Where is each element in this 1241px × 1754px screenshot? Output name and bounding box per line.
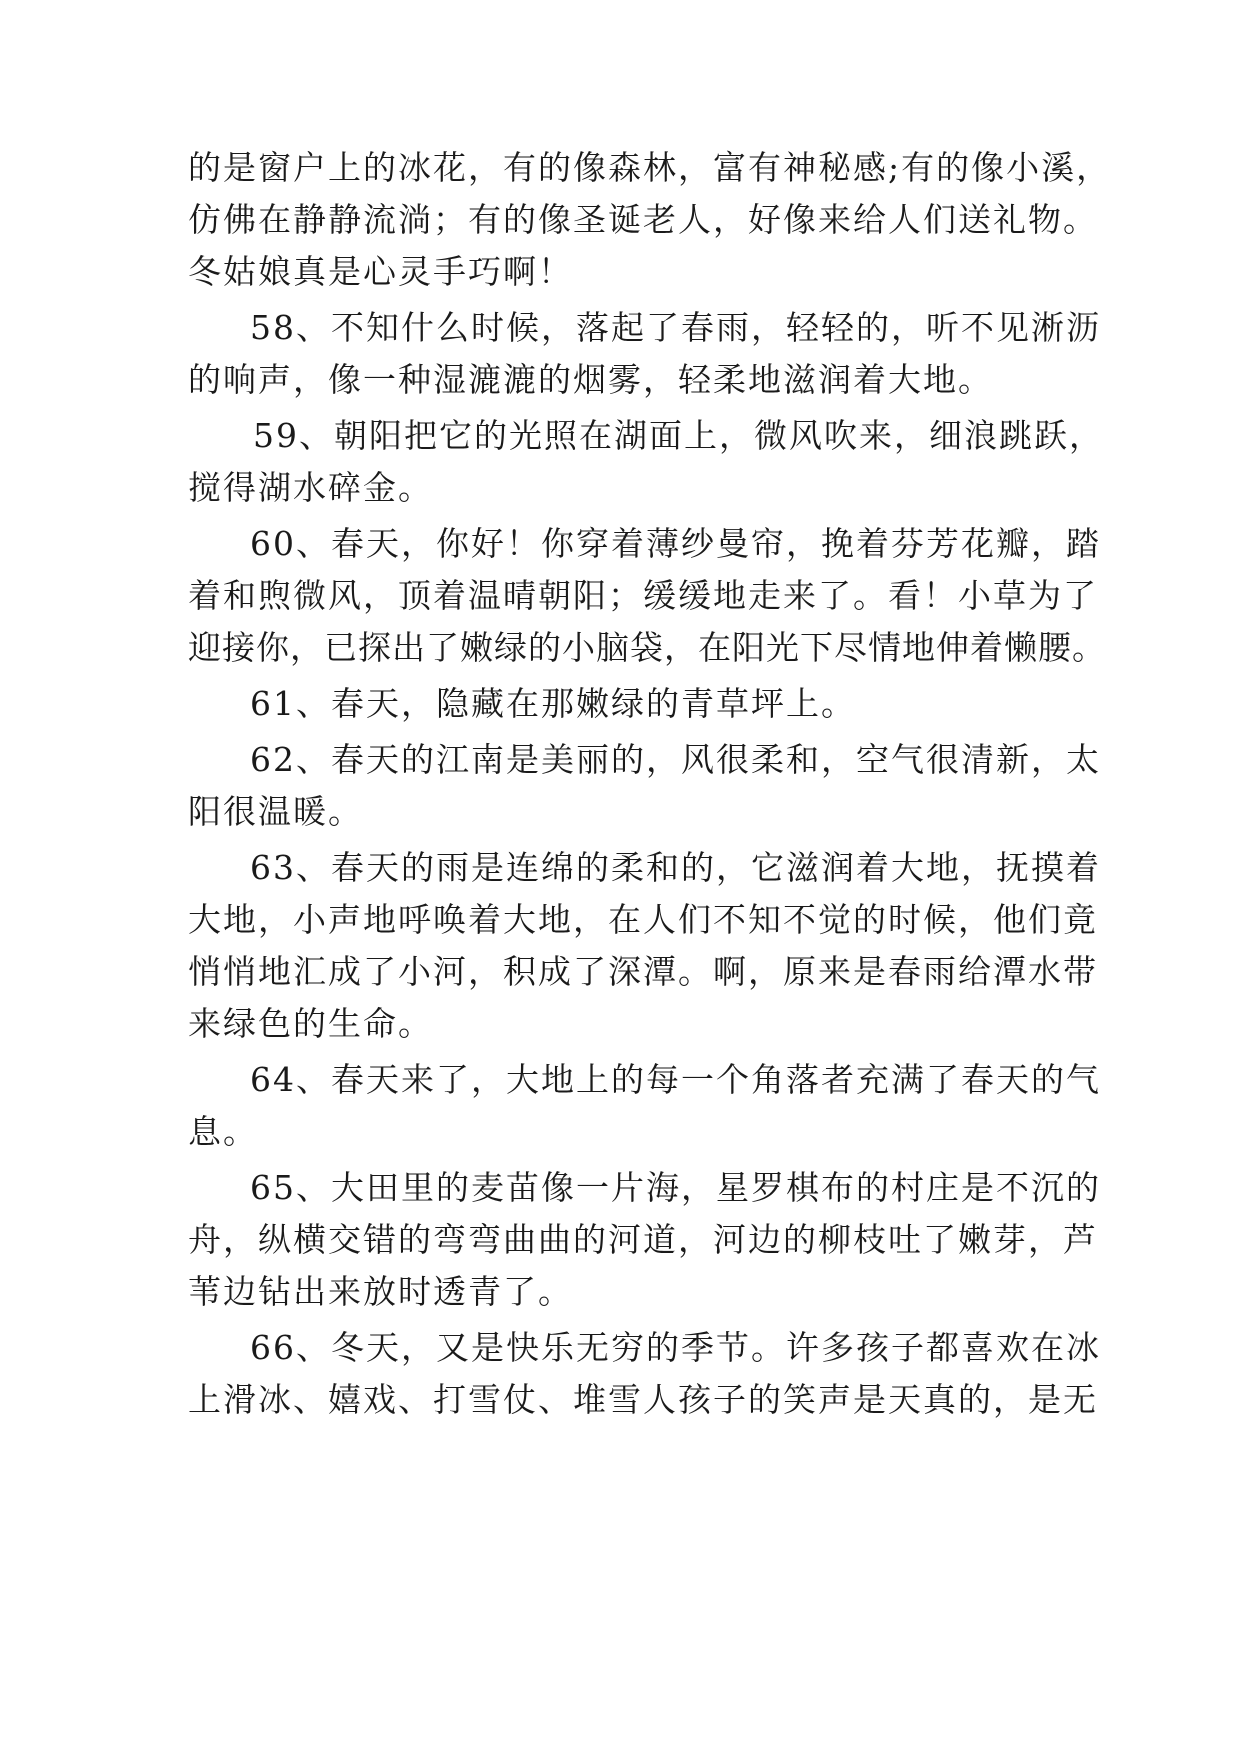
- text-line: 来绿色的生命。: [188, 1004, 433, 1043]
- paragraph-start-63: 63、春天的雨是连绵的柔和的，它滋润着大地，抚摸着: [250, 848, 1101, 887]
- paragraph-start-66: 66、冬天，又是快乐无穷的季节。许多孩子都喜欢在冰: [250, 1328, 1101, 1367]
- paragraph-start-58: 58、不知什么时候，落起了春雨，轻轻的，听不见淅沥: [250, 308, 1101, 347]
- text-line: 舟，纵横交错的弯弯曲曲的河道，河边的柳枝吐了嫩芽，芦: [188, 1220, 1098, 1259]
- paragraph-start-64: 64、春天来了，大地上的每一个角落者充满了春天的气: [250, 1060, 1101, 1099]
- text-line: 迎接你，已探出了嫩绿的小脑袋，在阳光下尽情地伸着懒腰。: [188, 628, 1106, 667]
- paragraph-start-62: 62、春天的江南是美丽的，风很柔和，空气很清新，太: [250, 740, 1101, 779]
- text-line: 着和煦微风，顶着温晴朝阳；缓缓地走来了。看！小草为了: [188, 576, 1098, 615]
- text-line: 的是窗户上的冰花，有的像森林，富有神秘感;有的像小溪，: [188, 148, 1112, 187]
- text-line: 阳很温暖。: [188, 792, 363, 831]
- paragraph-start-61: 61、春天，隐藏在那嫩绿的青草坪上。: [250, 684, 856, 723]
- text-line: 上滑冰、嬉戏、打雪仗、堆雪人孩子的笑声是天真的，是无: [188, 1380, 1098, 1419]
- text-line: 苇边钻出来放时透青了。: [188, 1272, 573, 1311]
- paragraph-start-65: 65、大田里的麦苗像一片海，星罗棋布的村庄是不沉的: [250, 1168, 1101, 1207]
- text-line: 息。: [188, 1112, 258, 1151]
- paragraph-start-60: 60、春天，你好！你穿着薄纱曼帘，挽着芬芳花瓣，踏: [250, 524, 1101, 563]
- text-line: 搅得湖水碎金。: [188, 468, 433, 507]
- text-line: 大地，小声地呼唤着大地，在人们不知不觉的时候，他们竟: [188, 900, 1098, 939]
- text-line: 悄悄地汇成了小河，积成了深潭。啊，原来是春雨给潭水带: [188, 952, 1098, 991]
- text-line: 仿佛在静静流淌；有的像圣诞老人，好像来给人们送礼物。: [188, 200, 1098, 239]
- paragraph-start-59: 59、朝阳把它的光照在湖面上，微风吹来，细浪跳跃，: [253, 416, 1104, 455]
- text-line: 冬姑娘真是心灵手巧啊！: [188, 252, 573, 291]
- text-line: 的响声，像一种湿漉漉的烟雾，轻柔地滋润着大地。: [188, 360, 993, 399]
